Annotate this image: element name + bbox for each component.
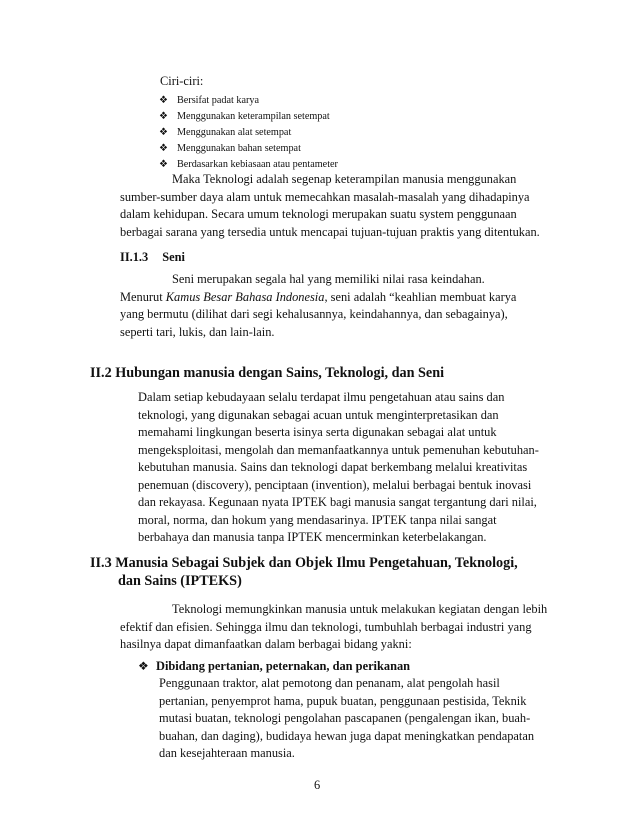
ciri-heading: Ciri-ciri:: [160, 74, 204, 88]
section-23-heading: II.3 Manusia Sebagai Subjek dan Objek Ilmu Pengetahuan, Teknologi,: [90, 555, 518, 571]
teknologi-paragraph: Maka Teknologi adalah segenap keterampilan manusia menggunakan sumber-sumber daya alam untuk memecahkan masalah-masalah yang dihadapinya dalam kehidupan. Secara umum teknologi merupakan suatu system penggunaan berbagai sarana yang tersedia untuk mencapai tujuan-tujuan praktis yang ditentukan.: [120, 172, 540, 239]
diamond-bullet-icon: ❖: [159, 143, 168, 154]
ciri-list: [159, 93, 338, 173]
section-22-heading: II.2 Hubungan manusia dengan Sains, Teknologi, dan Seni: [90, 365, 445, 381]
list-item: ❖ Menggunakan alat setempat: [159, 125, 338, 141]
section-22-paragraph: Dalam setiap kebudayaan selalu terdapat ilmu pengetahuan atau sains dan teknologi, yang digunakan sebagai acuan untuk menginterpretasikan dan memahami lingkungan beserta isinya serta digunakan sebagai alat untuk mengeksploitasi, mengolah dan memanfaatkannya untuk pemenuhan kebutuhan- kebutuhan manusia. Sains dan teknologi dapat berkembang melalui kreativitas penemuan (discovery), penciptaan (invention), melalui berbagai bentuk inovasi dan rekayasa. Kegunaan nyata IPTEK bagi manusia sangat tergantung dari nilai, moral, norma, dan hokum yang mendasarinya. IPTEK tanpa nilai sangat berbahaya dan manusia tanpa IPTEK mencerminkan keterbelakangan.: [138, 390, 539, 544]
section-23-intro: Teknologi memungkinkan manusia untuk melakukan kegiatan dengan lebih efektif dan efisien. Sehingga ilmu dan teknologi, tumbuhlah berbagai industri yang hasilnya dapat dimanfaatkan dalam berbagai bidang yakni:: [120, 602, 548, 651]
diamond-bullet-icon: ❖: [159, 127, 168, 138]
section-23-heading-cont: dan Sains (IPTEKS): [118, 573, 242, 589]
sub-bullet-paragraph: Penggunaan traktor, alat pemotong dan penanam, alat pengolah hasil pertanian, penyemprot hama, pupuk buatan, penggunaan pestisida, Teknik mutasi buatan, teknologi pengolahan pascapanen (pengalengan ikan, buah- buahan, dan daging), budidaya hewan juga dapat meningkatkan pendapatan dan kesejahteraan manusia.: [159, 676, 535, 760]
seni-paragraph: Seni merupakan segala hal yang memiliki nilai rasa keindahan. Menurut Kamus Besar Bahasa Indonesia, seni adalah “keahlian membuat karya yang bermutu (dilihat dari segi kehalusannya, keindahannya, dan sebagainya), seperti tari, lukis, dan lain-lain.: [120, 272, 517, 339]
diamond-bullet-icon: ❖: [159, 111, 168, 122]
diamond-bullet-icon: ❖: [159, 159, 168, 170]
page-number: 6: [314, 778, 321, 792]
list-item: ❖ Bersifat padat karya: [159, 93, 338, 109]
list-item: ❖ Menggunakan bahan setempat: [159, 141, 338, 157]
sub-bullet-title: ❖ Dibidang pertanian, peternakan, dan perikanan: [138, 657, 410, 676]
diamond-bullet-icon: ❖: [138, 659, 149, 673]
diamond-bullet-icon: ❖: [159, 95, 168, 106]
list-item: ❖ Berdasarkan kebiasaan atau pentameter: [159, 157, 338, 173]
list-item: ❖ Menggunakan keterampilan setempat: [159, 109, 338, 125]
seni-subheading: II.1.3 Seni: [120, 250, 185, 264]
